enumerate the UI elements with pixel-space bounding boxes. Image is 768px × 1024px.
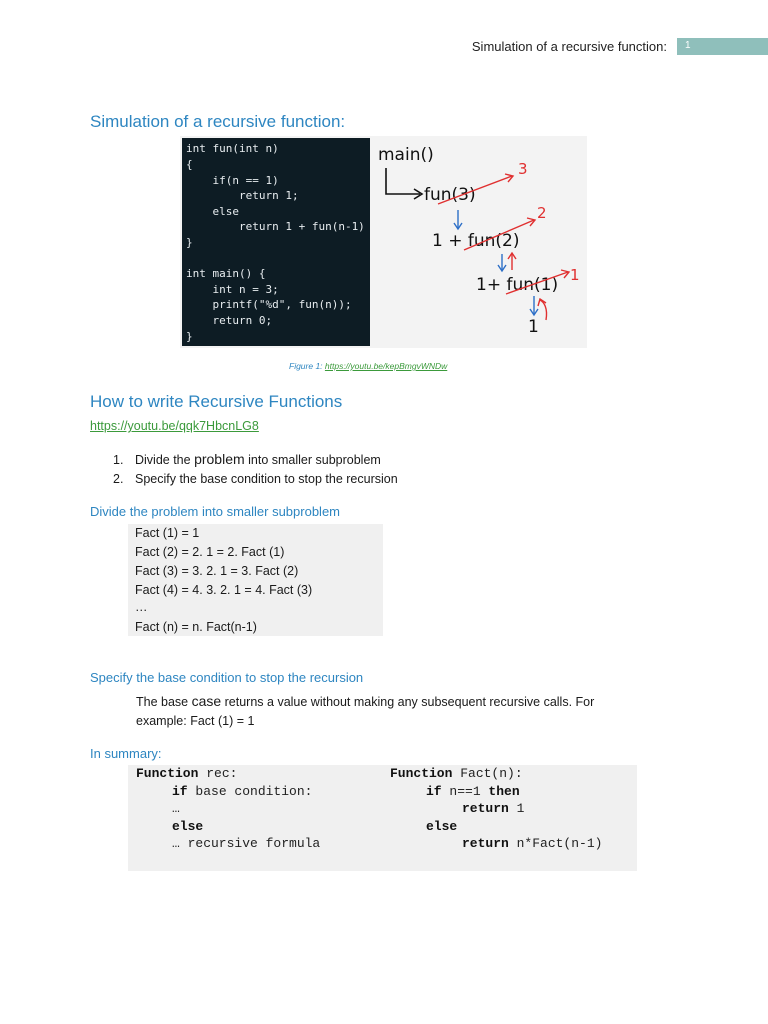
pseudocode-line: … recursive formula — [172, 836, 321, 851]
fact-example-box — [128, 524, 383, 636]
code-line: printf("%d", fun(n)); — [186, 298, 352, 311]
fact-line: Fact (2) = 2. 1 = 2. Fact (1) — [135, 545, 285, 559]
keyword: else — [426, 819, 458, 834]
keyword: if — [426, 784, 442, 799]
code-line: { — [186, 158, 193, 171]
section-heading-simulation: Simulation of a recursive function: — [90, 112, 346, 131]
fact-line: Fact (4) = 4. 3. 2. 1 = 4. Fact (3) — [135, 583, 313, 597]
code-line: else — [186, 205, 239, 218]
caption-link[interactable]: https://youtu.be/kepBmgvWNDw — [324, 361, 448, 371]
pseudocode-line: … — [172, 801, 180, 816]
summary-code-box — [128, 765, 637, 871]
paragraph-text: returns a value without making any subsequent recursive calls. For — [221, 695, 595, 709]
pseudocode-line — [462, 836, 602, 851]
header-page-bar — [677, 38, 768, 55]
code-line: return 0; — [186, 314, 273, 327]
pseudocode-line — [462, 801, 524, 816]
return-value-3: 3 — [518, 160, 528, 178]
pseudocode-line — [426, 819, 457, 834]
fact-line: Fact (3) = 3. 2. 1 = 3. Fact (2) — [135, 564, 299, 578]
code-line: int n = 3; — [186, 283, 279, 296]
trace-base-value: 1 — [528, 317, 539, 337]
fact-line: Fact (n) = n. Fact(n-1) — [135, 620, 257, 634]
list-item-text: Divide the — [135, 453, 195, 467]
list-item — [113, 451, 381, 467]
return-value-2: 2 — [537, 204, 547, 222]
keyword: else — [172, 819, 204, 834]
header-title: Simulation of a recursive function: — [471, 39, 667, 54]
figure-caption — [289, 361, 447, 371]
pseudocode-line — [136, 766, 237, 781]
code-text: 1 — [508, 801, 525, 816]
code-text: n*Fact(n-1) — [508, 836, 603, 851]
keyword: if — [172, 784, 188, 799]
base-case-paragraph-line: example: Fact (1) = 1 — [136, 714, 255, 728]
code-screenshot — [182, 138, 370, 346]
keyword: Function — [390, 766, 453, 781]
paragraph-text: case — [191, 693, 222, 709]
trace-call-fun2: 1 + fun(2) — [432, 231, 520, 251]
keyword: return — [462, 836, 509, 851]
pseudocode-line — [172, 819, 203, 834]
page-number: 1 — [685, 40, 691, 51]
list-item-number: 1. — [113, 453, 124, 467]
fact-line: Fact (1) = 1 — [135, 526, 200, 540]
list-item-text: into smaller subproblem — [244, 453, 381, 467]
base-case-paragraph-line — [136, 693, 594, 709]
video-link[interactable]: https://youtu.be/qqk7HbcnLG8 — [90, 419, 259, 433]
pseudocode-line — [172, 784, 312, 799]
figure-recursion-trace — [180, 136, 587, 348]
code-line: } — [186, 330, 193, 343]
trace-call-fun1: 1+ fun(1) — [476, 275, 559, 295]
section-heading-base-condition: Specify the base condition to stop the recursion — [90, 670, 364, 685]
paragraph-text: The base — [136, 695, 192, 709]
trace-call-fun3: fun(3) — [424, 185, 476, 205]
list-item-text: Specify the base condition to stop the recursion — [135, 472, 398, 486]
code-text: base condition: — [187, 784, 313, 799]
trace-main: main() — [378, 145, 434, 165]
code-line: int main() { — [186, 267, 266, 280]
section-heading-how-to: How to write Recursive Functions — [90, 392, 343, 411]
code-line: int fun(int n) — [186, 142, 279, 155]
code-line: } — [186, 236, 193, 249]
pseudocode-line — [426, 784, 520, 799]
list-item-number: 2. — [113, 472, 124, 486]
code-line: if(n == 1) — [186, 174, 279, 187]
code-text: Fact(n): — [452, 766, 523, 781]
pseudocode-line — [390, 766, 523, 781]
fact-line: … — [135, 600, 148, 614]
code-line: return 1; — [186, 189, 299, 202]
code-line: return 1 + fun(n-1) — [186, 220, 365, 233]
section-heading-divide: Divide the problem into smaller subproblem — [90, 504, 341, 519]
list-item-text: problem — [194, 451, 245, 467]
keyword: Function — [136, 766, 199, 781]
list-item — [113, 472, 398, 486]
code-text: n==1 — [441, 784, 489, 799]
recursion-trace-drawing — [372, 136, 587, 348]
caption-label: Figure 1: — [289, 361, 325, 371]
keyword: return — [462, 801, 509, 816]
return-value-1: 1 — [570, 266, 580, 284]
code-text: rec: — [198, 766, 238, 781]
section-heading-summary: In summary: — [90, 746, 162, 761]
keyword: then — [488, 784, 520, 799]
